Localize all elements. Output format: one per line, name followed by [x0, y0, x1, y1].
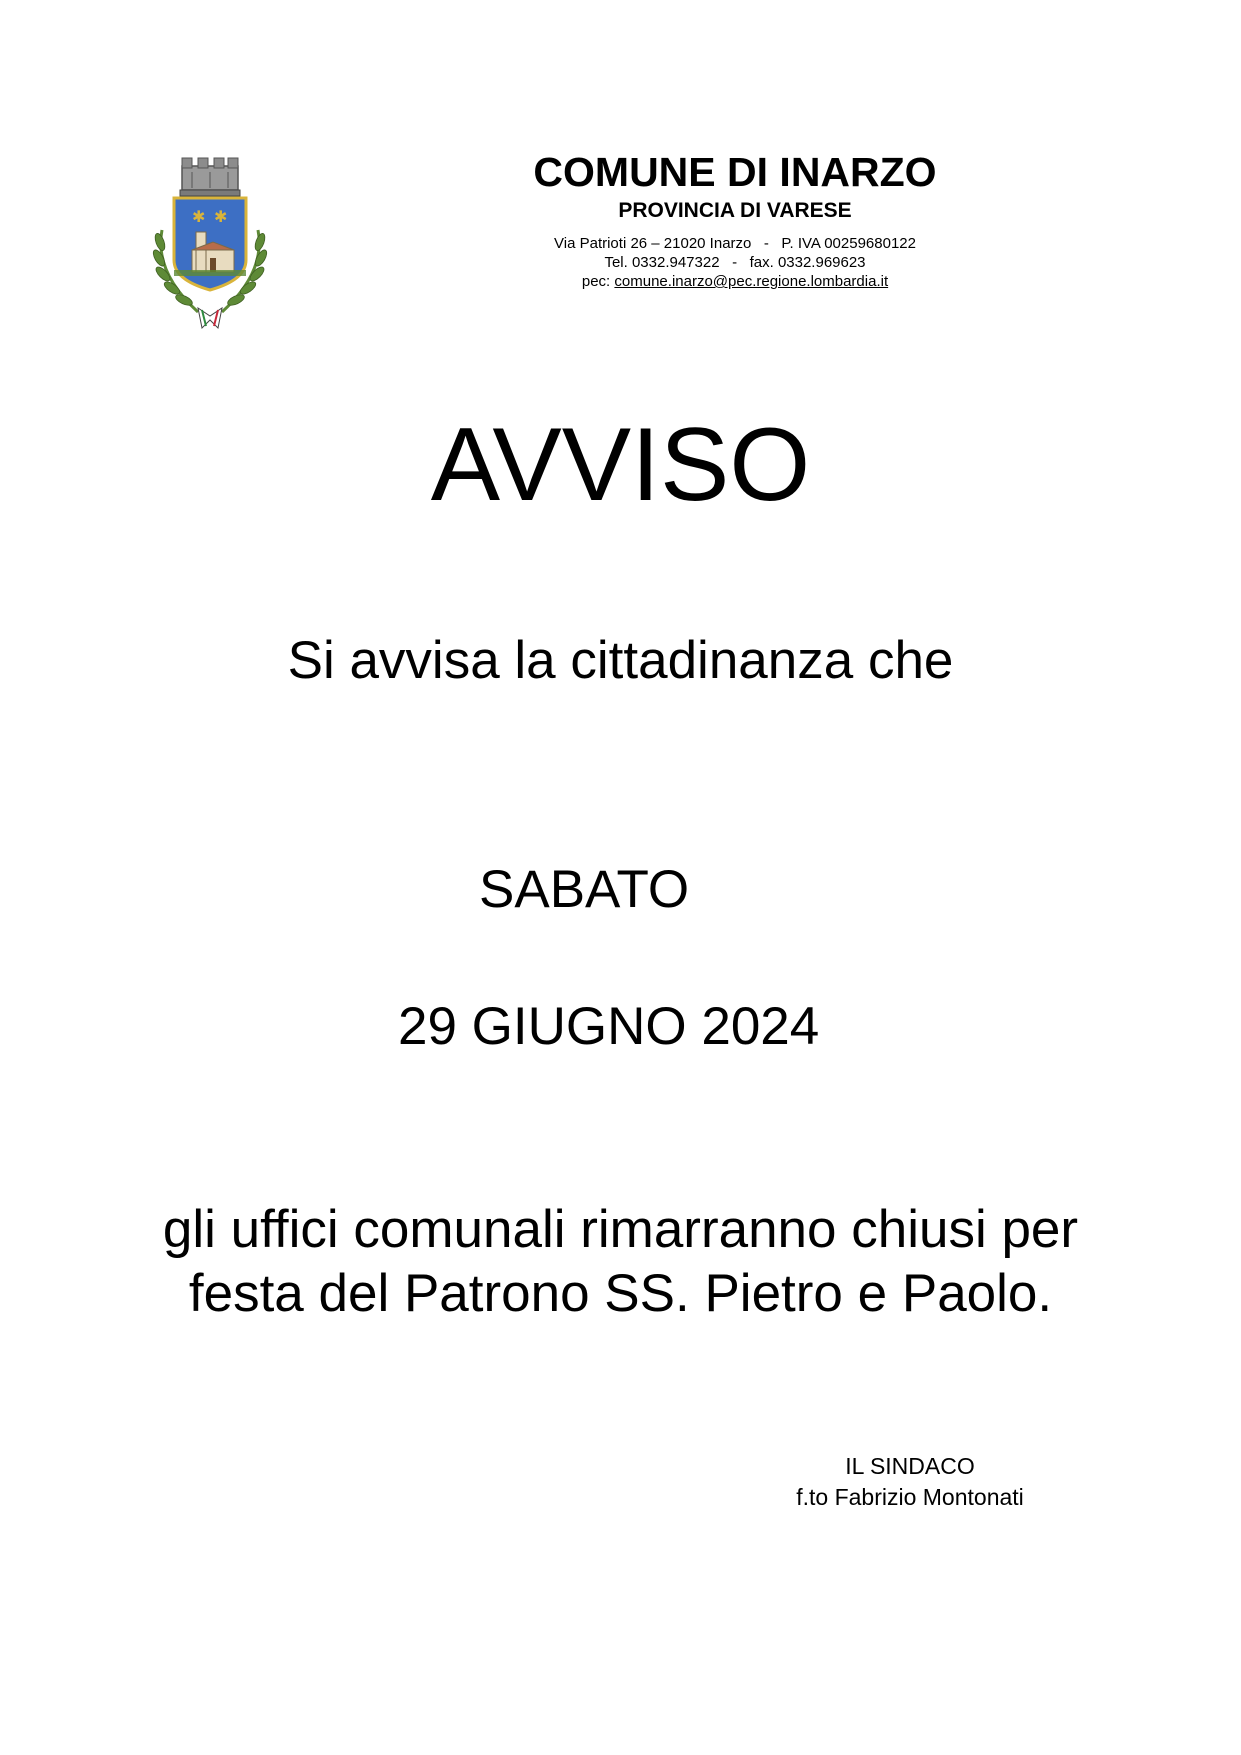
- notice-body-line: festa del Patrono SS. Pietro e Paolo.: [188, 1264, 1053, 1323]
- tricolor-ribbon-icon: [198, 308, 222, 328]
- signature-role: IL SINDACO: [845, 1453, 975, 1479]
- notice-day: SABATO: [479, 860, 690, 919]
- signature-block: [730, 1451, 1090, 1513]
- municipality-name: COMUNE DI INARZO: [533, 149, 937, 195]
- separator: -: [732, 254, 738, 271]
- fax: fax. 0332.969623: [749, 254, 866, 271]
- notice-body-line: gli uffici comunali rimarranno chiusi per: [162, 1200, 1079, 1259]
- province-name: PROVINCIA DI VARESE: [618, 199, 852, 222]
- svg-text:✱: ✱: [192, 207, 206, 226]
- pec-line: [480, 272, 990, 291]
- address: Via Patrioti 26 – 21020 Inarzo: [554, 235, 752, 252]
- notice-title: AVVISO: [430, 407, 811, 523]
- vat-number: P. IVA 00259680122: [781, 235, 916, 252]
- pec-email-link[interactable]: comune.inarzo@pec.regione.lombardia.it: [614, 273, 889, 290]
- coat-of-arms-icon: [148, 152, 272, 330]
- phone-line: [480, 253, 990, 272]
- address-line: [480, 234, 990, 253]
- svg-text:✱: ✱: [214, 207, 228, 226]
- telephone: Tel. 0332.947322: [604, 254, 720, 271]
- crown-icon: [180, 158, 240, 196]
- notice-body: [0, 1198, 1241, 1326]
- separator: -: [763, 235, 769, 252]
- letterhead: [480, 148, 990, 291]
- shield-icon: [174, 198, 246, 290]
- pec-label: pec:: [581, 273, 611, 290]
- notice-intro: Si avvisa la cittadinanza che: [287, 631, 954, 690]
- notice-date: 29 GIUGNO 2024: [398, 997, 820, 1056]
- signature-name: f.to Fabrizio Montonati: [796, 1484, 1024, 1510]
